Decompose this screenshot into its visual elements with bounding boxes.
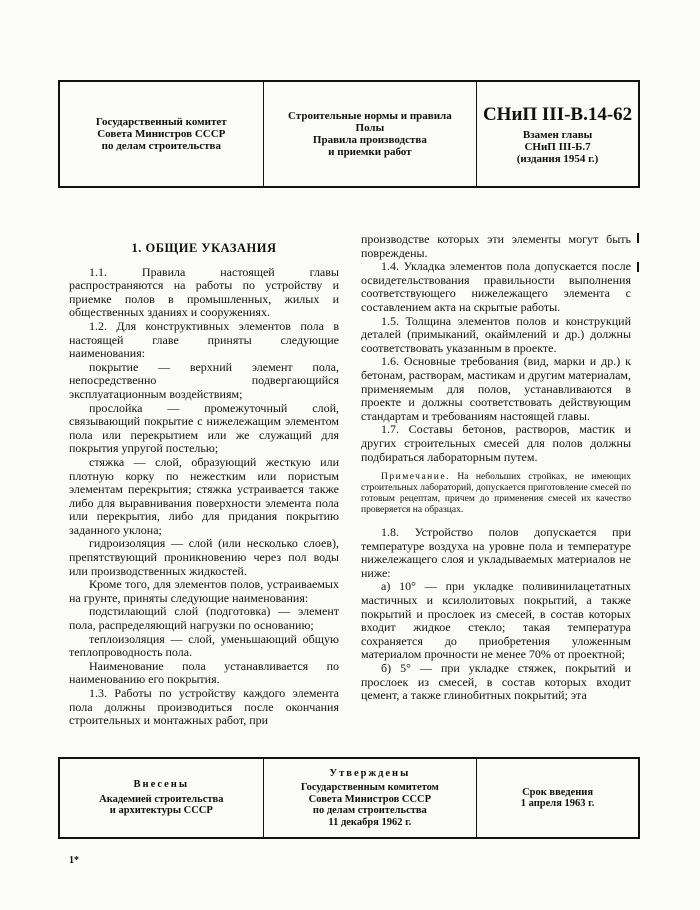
definition: теплоизоляция — слой, уменьшающий общую теплопроводность пола. — [69, 631, 339, 660]
paragraph: б) 5° — при укладке стяжек, покрытий и прослоек из смесей, в состав которых входит цемент, а также глинобитных покрытий; эта — [361, 661, 631, 703]
approved-label: Утверждены — [329, 767, 411, 779]
margin-rule — [637, 262, 639, 272]
committee-line: Совета Министров СССР — [97, 128, 226, 140]
definition: гидроизоляция — слой (или несколько слоев), препятствующий проникновению через пол воды или производственных жидкостей. — [69, 536, 339, 578]
introduced-by-line: и архитектуры СССР — [109, 805, 213, 817]
paragraph: 1.5. Толщина элементов полов и конструкций деталей (примыканий, окаймлений и др.) должны соответствовать указанным в проекте. — [361, 313, 631, 355]
paragraph: 1.8. Устройство полов допускается при температуре воздуха на уровне пола и температуре нижележащего слоя и укладываемых материалов не ниже: — [361, 525, 631, 580]
definition: стяжка — слой, образующий жесткую или плотную корку по нежестким или пористым элементам перекрытия; стяжка устраивается также либо для выравнивания поверхности элемента пола или перекрытия, либо для придания покрытию заданного уклона; — [69, 454, 339, 537]
section-title: 1. ОБЩИЕ УКАЗАНИЯ — [131, 241, 277, 255]
paragraph: 1.2. Для конструктивных элементов пола в настоящей главе приняты следующие наименования: — [69, 318, 339, 361]
committee-line: Государственный комитет — [95, 116, 227, 128]
approved-cell — [264, 759, 478, 837]
paragraph: 1.4. Укладка элементов пола допускается после освидетельствования правильности выполнения соответствующего нижележащего элемента с составлением акта на скрытые работы. — [361, 259, 631, 314]
effective-cell — [477, 759, 638, 837]
introduced-by-line: Академией строительства — [99, 793, 224, 805]
definition: подстилающий слой (подготовка) — элемент пола, распределяющий нагрузки по основанию; — [69, 604, 339, 633]
paragraph: а) 10° — при укладке поливинилацетатных мастичных и ксилолитовых покрытий, а также покрытий и прослоек из смесей, в состав которых входит жидкое стекло; такая температура сохраняется до приобретения уложенным материалом прочности не менее 70% от проектной; — [361, 579, 631, 662]
definition: покрытие — верхний элемент пола, непосредственно подвергающийся эксплуатационным воздействиям; — [69, 359, 339, 401]
footer-box — [58, 757, 640, 839]
paragraph: производстве которых эти элементы могут быть повреждены. — [361, 232, 631, 260]
header-box — [58, 80, 640, 188]
left-column — [69, 233, 339, 728]
effective-date: 1 апреля 1963 г. — [520, 798, 595, 809]
paragraph: 1.6. Основные требования (вид, марки и др.) к бетонам, растворам, мастикам и другим материалам, применяемым для полов, устанавливаются в проекте и должны соответствовать действующим стандартам и требованиям настоящей главы. — [361, 354, 631, 423]
code-cell — [477, 82, 638, 186]
definition: прослойка — промежуточный слой, связывающий покрытие с нижележащим элементом пола или перекрытием или же служащий для покрытия упругой постелью; — [69, 400, 339, 456]
approved-by-line: Государственным комитетом — [300, 782, 439, 794]
paragraph: Кроме того, для элементов полов, устраиваемых на грунте, приняты следующие наименования: — [69, 577, 339, 605]
approved-by-line: Совета Министров СССР — [308, 793, 432, 805]
note — [361, 472, 631, 516]
paragraph: 1.1. Правила настоящей главы распространяются на работы по устройству и приемке полов в промышленных, жилых и общественных зданиях и сооружениях. — [69, 264, 339, 320]
document-code: СНиП III-В.14-62 — [482, 103, 633, 125]
title-line: Правила производства — [312, 134, 427, 146]
replaces-line: Взамен главы — [522, 128, 593, 141]
committee-line: по делам строительства — [101, 140, 221, 152]
note-text: На небольших стройках, не имеющих строительных лабораторий, допускается приготовление смесей по готовым рецептам, причем до применения смесей их качество проверяется на образцах. — [361, 472, 631, 516]
effective-label: Срок введения — [522, 786, 594, 798]
margin-rule — [637, 233, 639, 243]
paragraph: 1.3. Работы по устройству каждого элемента пола должны производиться после окончания строительных и монтажных работ, при — [69, 686, 339, 728]
paragraph: Наименование пола устанавливается по наименованию его покрытия. — [69, 658, 339, 687]
right-column — [361, 233, 631, 703]
introduced-cell — [60, 759, 264, 837]
approved-by-line: по делам строительства — [312, 805, 427, 817]
page-mark: 1* — [69, 855, 79, 866]
note-label: Примечание. — [381, 472, 450, 483]
replaces-line: (издания 1954 г.) — [516, 152, 599, 165]
replaces-line: СНиП III-Б.7 — [524, 140, 591, 153]
title-line: и приемки работ — [328, 146, 412, 158]
committee-cell — [60, 82, 264, 186]
title-line: Полы — [355, 122, 385, 134]
paragraph: 1.7. Составы бетонов, растворов, мастик и других строительных смесей для полов должны подбираться лабораторным путем. — [361, 422, 631, 464]
introduced-label: Внесены — [133, 779, 190, 791]
title-line: Строительные нормы и правила — [287, 110, 452, 122]
approved-date: 11 декабря 1962 г. — [328, 816, 412, 828]
title-cell — [264, 82, 478, 186]
